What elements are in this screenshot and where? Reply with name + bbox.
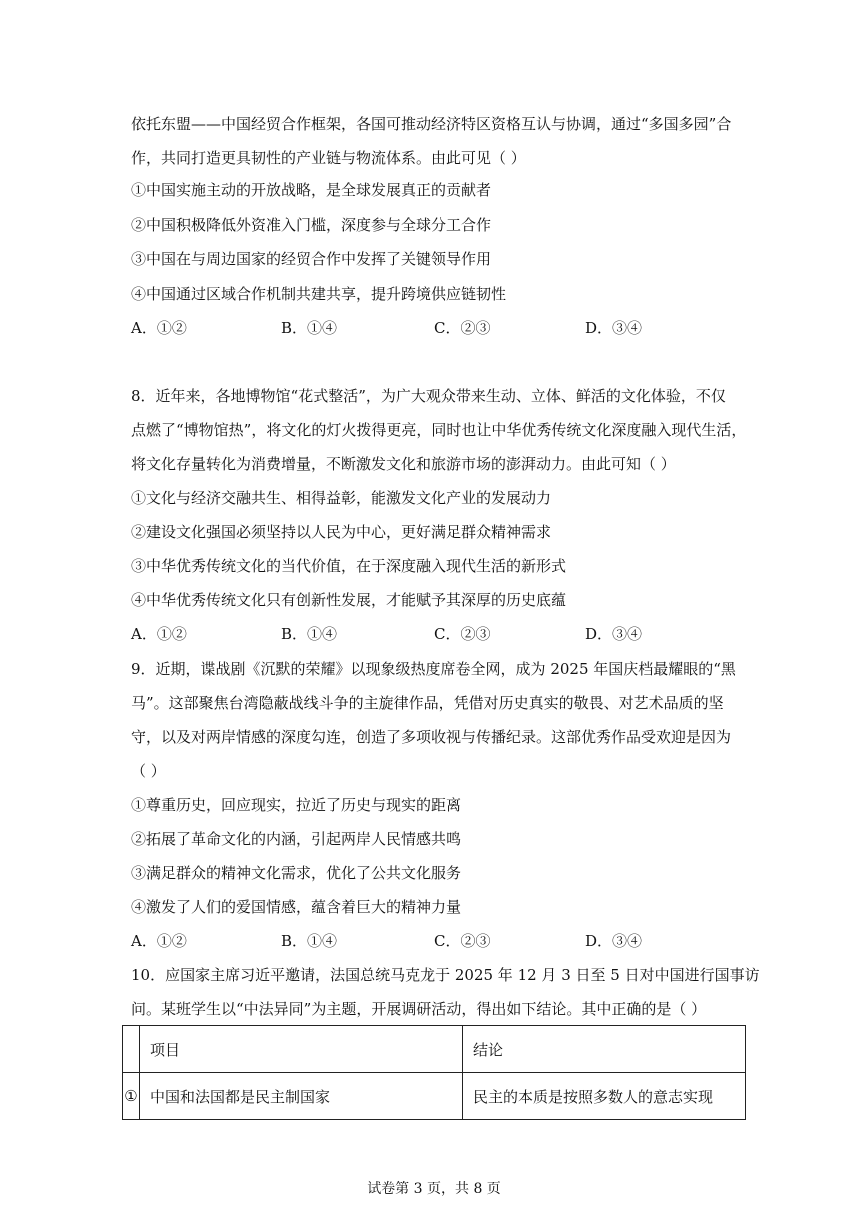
- q8-option-c[interactable]: C．②③: [434, 625, 491, 643]
- q10-stem-line-1: 10．应国家主席习近平邀请，法国总统马克龙于 2025 年 12 月 3 日至 5 日对中国进行国事访: [131, 966, 760, 984]
- q7-options: [131, 318, 731, 338]
- q9-stem-line-2: 马”。这部聚焦台湾隐蔽战线斗争的主旋律作品，凭借对历史真实的敬畏、对艺术品质的坚: [131, 694, 724, 712]
- q9-option-b[interactable]: B．①④: [281, 932, 338, 950]
- q8-option-b[interactable]: B．①④: [281, 625, 338, 643]
- q7-statement-2: ②中国积极降低外资准入门槛，深度参与全球分工合作: [131, 216, 492, 234]
- q9-stem-line-3: 守，以及对两岸情感的深度勾连，创造了多项收视与传播纪录。这部优秀作品受欢迎是因为: [131, 728, 732, 746]
- page-footer: 试卷第 3 页，共 8 页: [367, 1181, 501, 1197]
- q9-statement-3: ③满足群众的精神文化需求，优化了公共文化服务: [131, 864, 462, 882]
- q8-statement-1: ①文化与经济交融共生、相得益彰，能激发文化产业的发展动力: [131, 489, 552, 507]
- q9-option-c[interactable]: C．②③: [434, 932, 491, 950]
- q8-statement-2: ②建设文化强国必须坚持以人民为中心，更好满足群众精神需求: [131, 523, 552, 541]
- table-header-item: 项目: [140, 1026, 463, 1073]
- q9-stem-line-1: 9．近期，谍战剧《沉默的荣耀》以现象级热度席卷全网，成为 2025 年国庆档最耀眼的“黑: [131, 660, 736, 678]
- q9-option-d[interactable]: D．③④: [585, 932, 643, 950]
- q7-stem-line-1: 依托东盟——中国经贸合作框架，各国可推动经济特区资格互认与协调，通过“多国多园”合: [131, 115, 732, 133]
- q9-stem-line-4: （ ）: [131, 762, 166, 780]
- q7-statement-3: ③中国在与周边国家的经贸合作中发挥了关键领导作用: [131, 250, 492, 268]
- q10-stem-line-2: 问。某班学生以“中法异同”为主题，开展调研活动，得出如下结论。其中正确的是（ ）: [131, 1000, 707, 1018]
- q8-statement-4: ④中华优秀传统文化只有创新性发展，才能赋予其深厚的历史底蕴: [131, 591, 567, 609]
- q7-option-b[interactable]: B．①④: [281, 319, 338, 337]
- q10-table: [122, 1025, 746, 1120]
- q9-statement-1: ①尊重历史，回应现实，拉近了历史与现实的距离: [131, 796, 462, 814]
- q9-option-a[interactable]: A．①②: [131, 932, 187, 950]
- q8-stem-line-1: 8．近年来，各地博物馆“花式整活”，为广大观众带来生动、立体、鲜活的文化体验，不仅: [131, 387, 726, 405]
- q8-statement-3: ③中华优秀传统文化的当代价值，在于深度融入现代生活的新形式: [131, 557, 567, 575]
- q7-stem-line-2: 作，共同打造更具韧性的产业链与物流体系。由此可见（ ）: [131, 149, 526, 167]
- table-header-row: [123, 1026, 746, 1073]
- table-row-item: 中国和法国都是民主制国家: [140, 1073, 463, 1120]
- q9-options: [131, 931, 731, 951]
- q8-option-a[interactable]: A．①②: [131, 625, 187, 643]
- q8-stem-line-3: 将文化存量转化为消费增量，不断激发文化和旅游市场的澎湃动力。由此可知（ ）: [131, 455, 676, 473]
- q7-statement-1: ①中国实施主动的开放战略，是全球发展真正的贡献者: [131, 181, 492, 199]
- table-header-num: [123, 1026, 140, 1073]
- q8-options: [131, 624, 731, 644]
- table-row-num: ①: [123, 1073, 140, 1120]
- table-header-conclusion: 结论: [463, 1026, 746, 1073]
- q7-option-c[interactable]: C．②③: [434, 319, 491, 337]
- q9-statement-2: ②拓展了革命文化的内涵，引起两岸人民情感共鸣: [131, 830, 462, 848]
- q7-statement-4: ④中国通过区域合作机制共建共享，提升跨境供应链韧性: [131, 285, 507, 303]
- q7-option-a[interactable]: A．①②: [131, 319, 187, 337]
- table-row: [123, 1073, 746, 1120]
- q7-option-d[interactable]: D．③④: [585, 319, 643, 337]
- q8-stem-line-2: 点燃了“博物馆热”，将文化的灯火拨得更亮，同时也让中华优秀传统文化深度融入现代生活，: [131, 421, 747, 439]
- q9-statement-4: ④激发了人们的爱国情感，蕴含着巨大的精神力量: [131, 898, 462, 916]
- table-row-conclusion: 民主的本质是按照多数人的意志实现: [463, 1073, 746, 1120]
- q8-option-d[interactable]: D．③④: [585, 625, 643, 643]
